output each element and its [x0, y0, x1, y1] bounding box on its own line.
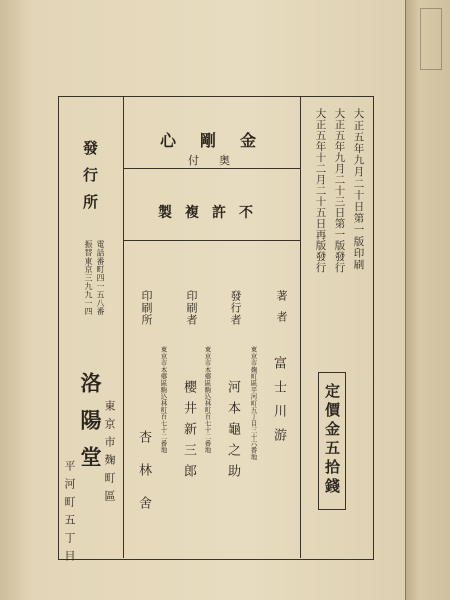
- author-address: 東京市麹町區平河町五丁目三十六番地: [249, 346, 258, 460]
- reissue-date: 大正五年十二月二十五日再版發行: [314, 108, 327, 273]
- first-issue-date: 大正五年九月二十三日第一版發行: [333, 108, 346, 273]
- printer-name: 櫻井新三郎: [181, 380, 196, 485]
- fixed-price: 定價金五拾錢: [323, 383, 341, 497]
- first-print-date: 大正五年九月二十日第一版印刷: [352, 108, 365, 271]
- publisher-office-label: 發行所: [81, 140, 99, 221]
- publisher-office-name: 洛陽堂: [78, 372, 103, 483]
- author-label: 著者: [275, 290, 288, 332]
- publisher-name: 河本龜之助: [225, 380, 240, 485]
- okutsuke-label: 奥付: [188, 154, 250, 167]
- publisher-office-address: 東京市麹町區: [103, 400, 116, 508]
- reproduction-divider-line: [123, 240, 300, 241]
- print-office-address: 東京市本郷區駒込林町百七十二番地: [159, 346, 168, 454]
- edition-divider-line: [300, 96, 301, 558]
- book-title: 金剛心: [160, 131, 281, 150]
- printer-label: 印刷者: [185, 290, 198, 326]
- publisher-office-address-2: 平河町五丁目: [63, 460, 76, 568]
- right-page-edge: [405, 0, 450, 600]
- printer-address: 東京市本郷區駒込林町百七十二番地: [203, 346, 212, 454]
- print-office-label: 印刷所: [140, 290, 153, 326]
- publisher-divider-line: [123, 96, 124, 558]
- reproduction-notice: 不許複製: [158, 205, 266, 221]
- title-divider-line: [123, 168, 300, 169]
- price-box: [318, 372, 346, 510]
- publisher-office-transfer-account: 振替東京三九九一四: [84, 240, 93, 316]
- print-office-name: 杏林舍: [136, 430, 151, 529]
- publisher-office-phone: 電話番町四一五八番: [96, 240, 105, 316]
- next-page-frame-fragment: [420, 8, 442, 70]
- publisher-label: 發行者: [229, 290, 242, 326]
- author-name: 富士川游: [271, 356, 286, 452]
